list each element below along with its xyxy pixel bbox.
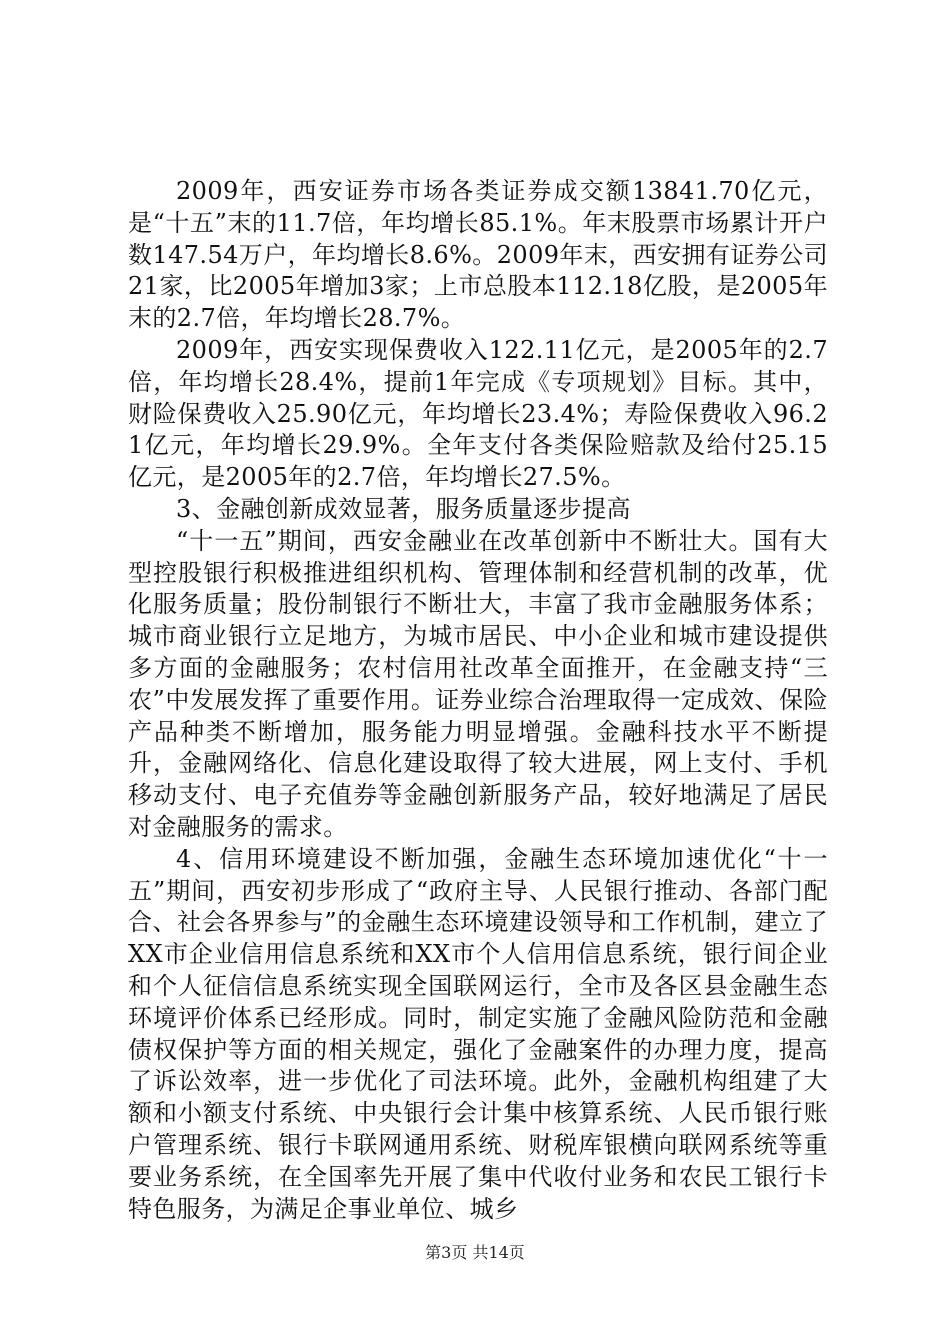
- section-heading-innovation: 3、金融创新成效显著，服务质量逐步提高: [176, 494, 631, 523]
- paragraph-innovation: “十一五”期间，西安金融业在改革创新中不断壮大。国有大型控股银行积极推进组织机构、管理体制和经营机制的改革，优化服务质量；股份制银行不断壮大，丰富了我市金融服务体系；城市商业银行立足地方，为城市居民、中小企业和城市建设提供多方面的金融服务；农村信用社改革全面推开，在金融支持“三农”中发展发挥了重要作用。证券业综合治理取得一定成效、保险产品种类不断增加，服务能力明显增强。金融科技水平不断提升，金融网络化、信息化建设取得了较大进展，网上支付、手机移动支付、电子充值券等金融创新服务产品，较好地满足了居民对金融服务的需求。: [128, 526, 828, 841]
- document-body: [128, 176, 828, 1225]
- paragraph-credit-environment: 4、信用环境建设不断加强，金融生态环境加速优化“十一五”期间，西安初步形成了“政府主导、人民银行推动、各部门配合、社会各界参与”的金融生态环境建设领导和工作机制，建立了XX市企业信用信息系统和XX市个人信用信息系统，银行间企业和个人征信信息系统实现全国联网运行，全市及各区县金融生态环境评价体系已经形成。同时，制定实施了金融风险防范和金融债权保护等方面的相关规定，强化了金融案件的办理力度，提高了诉讼效率，进一步优化了司法环境。此外，金融机构组建了大额和小额支付系统、中央银行会计集中核算系统、人民币银行账户管理系统、银行卡联网通用系统、财税库银横向联网系统等重要业务系统，在全国率先开展了集中代收付业务和农民工银行卡特色服务，为满足企事业单位、城乡: [128, 844, 828, 1223]
- page-footer: 第3页 共14页: [425, 1243, 525, 1262]
- paragraph-insurance: 2009年，西安实现保费收入122.11亿元，是2005年的2.7倍，年均增长28.4%，提前1年完成《专项规划》目标。其中，财险保费收入25.90亿元，年均增长23.4%；寿险保费收入96.21亿元，年均增长29.9%。全年支付各类保险赔款及给付25.15亿元，是2005年的2.7倍，年均增长27.5%。: [128, 335, 828, 492]
- paragraph-securities: 2009年，西安证券市场各类证券成交额13841.70亿元，是“十五”末的11.7倍，年均增长85.1%。年末股票市场累计开户数147.54万户，年均增长8.6%。2009年末，西安拥有证券公司21家，比2005年增加3家；上市总股本112.18亿股，是2005年末的2.7倍，年均增长28.7%。: [128, 177, 828, 333]
